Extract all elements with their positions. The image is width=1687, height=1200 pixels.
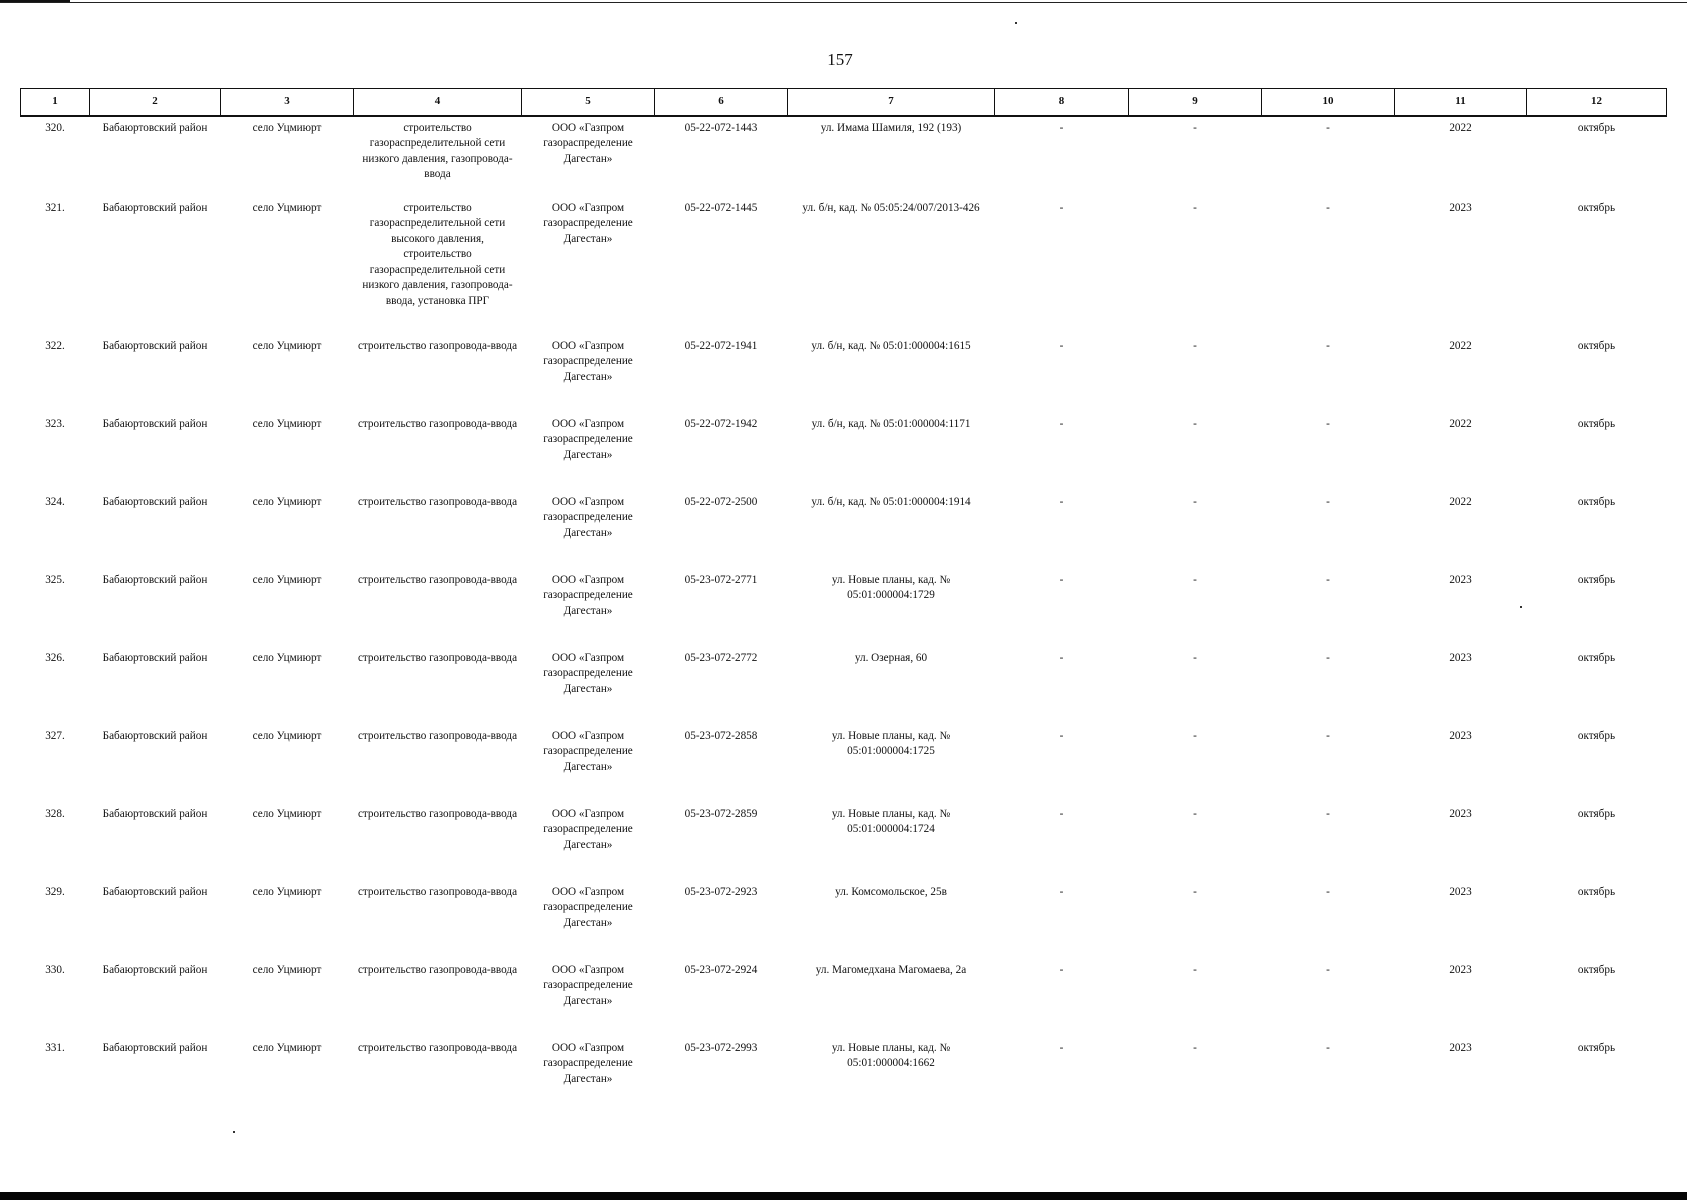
col8-cell: - xyxy=(1059,122,1064,134)
work-description-cell: строительство газопровода-ввода xyxy=(357,886,518,898)
col9-cell: - xyxy=(1193,496,1197,508)
settlement-cell: село Уцмиюрт xyxy=(252,1042,322,1054)
application-code-cell: 05-23-072-2772 xyxy=(684,652,758,664)
work-description-cell: строительство газопровода-ввода xyxy=(357,1042,518,1054)
settlement-cell: село Уцмиюрт xyxy=(252,122,322,134)
col10-cell: - xyxy=(1326,886,1330,898)
column-header-8: 8 xyxy=(995,89,1129,117)
month-cell: октябрь xyxy=(1577,808,1616,820)
table-row xyxy=(21,803,1667,881)
organization-cell: ООО «Газпром газораспределение Дагестан» xyxy=(543,808,633,851)
header-row xyxy=(21,89,1667,117)
organization-cell: ООО «Газпром газораспределение Дагестан» xyxy=(543,886,633,929)
organization-cell: ООО «Газпром газораспределение Дагестан» xyxy=(543,730,633,773)
col10-cell: - xyxy=(1326,202,1330,214)
settlement-cell: село Уцмиюрт xyxy=(252,340,322,352)
table-row xyxy=(21,569,1667,647)
column-header-4: 4 xyxy=(354,89,522,117)
table-row xyxy=(21,959,1667,1037)
row-number: 325. xyxy=(45,574,65,586)
year-cell: 2023 xyxy=(1449,1042,1472,1054)
district-cell: Бабаюртовский район xyxy=(102,1042,208,1054)
application-code-cell: 05-22-072-2500 xyxy=(684,496,758,508)
organization-cell: ООО «Газпром газораспределение Дагестан» xyxy=(543,652,633,695)
address-cell: ул. Новые планы, кад. № 05:01:000004:1662 xyxy=(831,1042,951,1070)
settlement-cell: село Уцмиюрт xyxy=(252,574,322,586)
col10-cell: - xyxy=(1326,122,1330,134)
col9-cell: - xyxy=(1193,652,1197,664)
row-number: 327. xyxy=(45,730,65,742)
year-cell: 2022 xyxy=(1449,122,1472,134)
col9-cell: - xyxy=(1193,202,1197,214)
col8-cell: - xyxy=(1059,418,1064,430)
row-number: 328. xyxy=(45,808,65,820)
row-number: 322. xyxy=(45,340,65,352)
settlement-cell: село Уцмиюрт xyxy=(252,652,322,664)
column-header-2: 2 xyxy=(90,89,221,117)
table-row xyxy=(21,413,1667,491)
district-cell: Бабаюртовский район xyxy=(102,730,208,742)
col10-cell: - xyxy=(1326,1042,1330,1054)
col8-cell: - xyxy=(1059,1042,1064,1054)
work-description-cell: строительство газопровода-ввода xyxy=(357,730,518,742)
work-description-cell: строительство газораспределительной сети высокого давления, строительство газораспределительной сети низкого давления, газопровода-ввода, установка ПРГ xyxy=(362,202,513,307)
row-number: 329. xyxy=(45,886,65,898)
address-cell: ул. б/н, кад. № 05:01:000004:1171 xyxy=(811,418,971,430)
col10-cell: - xyxy=(1326,730,1330,742)
settlement-cell: село Уцмиюрт xyxy=(252,886,322,898)
col10-cell: - xyxy=(1326,340,1330,352)
col9-cell: - xyxy=(1193,418,1197,430)
col9-cell: - xyxy=(1193,574,1197,586)
address-cell: ул. Новые планы, кад. № 05:01:000004:1725 xyxy=(831,730,951,758)
district-cell: Бабаюртовский район xyxy=(102,574,208,586)
application-code-cell: 05-22-072-1445 xyxy=(684,202,758,214)
address-cell: ул. Магомедхана Магомаева, 2а xyxy=(815,964,967,976)
year-cell: 2023 xyxy=(1449,202,1472,214)
month-cell: октябрь xyxy=(1577,202,1616,214)
address-cell: ул. Имама Шамиля, 192 (193) xyxy=(820,122,962,134)
year-cell: 2023 xyxy=(1449,964,1472,976)
col9-cell: - xyxy=(1193,122,1197,134)
col9-cell: - xyxy=(1193,964,1197,976)
column-header-9: 9 xyxy=(1129,89,1262,117)
district-cell: Бабаюртовский район xyxy=(102,340,208,352)
district-cell: Бабаюртовский район xyxy=(102,808,208,820)
district-cell: Бабаюртовский район xyxy=(102,886,208,898)
month-cell: октябрь xyxy=(1577,496,1616,508)
col9-cell: - xyxy=(1193,730,1197,742)
col8-cell: - xyxy=(1059,574,1064,586)
table-row xyxy=(21,335,1667,413)
year-cell: 2023 xyxy=(1449,808,1472,820)
application-code-cell: 05-23-072-2859 xyxy=(684,808,758,820)
scan-speck xyxy=(233,1131,235,1133)
year-cell: 2023 xyxy=(1449,652,1472,664)
register-table xyxy=(20,88,1667,1115)
settlement-cell: село Уцмиюрт xyxy=(252,202,322,214)
application-code-cell: 05-22-072-1942 xyxy=(684,418,758,430)
settlement-cell: село Уцмиюрт xyxy=(252,964,322,976)
application-code-cell: 05-23-072-2771 xyxy=(684,574,758,586)
table-row xyxy=(21,116,1667,197)
month-cell: октябрь xyxy=(1577,964,1616,976)
table-row xyxy=(21,647,1667,725)
col10-cell: - xyxy=(1326,652,1330,664)
col10-cell: - xyxy=(1326,964,1330,976)
col8-cell: - xyxy=(1059,496,1064,508)
work-description-cell: строительство газопровода-ввода xyxy=(357,574,518,586)
settlement-cell: село Уцмиюрт xyxy=(252,418,322,430)
work-description-cell: строительство газопровода-ввода xyxy=(357,340,518,352)
year-cell: 2023 xyxy=(1449,574,1472,586)
col10-cell: - xyxy=(1326,808,1330,820)
organization-cell: ООО «Газпром газораспределение Дагестан» xyxy=(543,574,633,617)
month-cell: октябрь xyxy=(1577,730,1616,742)
col9-cell: - xyxy=(1193,340,1197,352)
district-cell: Бабаюртовский район xyxy=(102,202,208,214)
year-cell: 2022 xyxy=(1449,340,1472,352)
work-description-cell: строительство газопровода-ввода xyxy=(357,964,518,976)
address-cell: ул. б/н, кад. № 05:05:24/007/2013-426 xyxy=(802,202,980,214)
col8-cell: - xyxy=(1059,886,1064,898)
address-cell: ул. Новые планы, кад. № 05:01:000004:1729 xyxy=(831,574,951,602)
address-cell: ул. б/н, кад. № 05:01:000004:1615 xyxy=(811,340,971,352)
table-header xyxy=(21,89,1667,117)
year-cell: 2023 xyxy=(1449,886,1472,898)
month-cell: октябрь xyxy=(1577,652,1616,664)
organization-cell: ООО «Газпром газораспределение Дагестан» xyxy=(543,418,633,461)
row-number: 326. xyxy=(45,652,65,664)
application-code-cell: 05-23-072-2923 xyxy=(684,886,758,898)
column-header-11: 11 xyxy=(1395,89,1527,117)
col8-cell: - xyxy=(1059,202,1064,214)
district-cell: Бабаюртовский район xyxy=(102,496,208,508)
col10-cell: - xyxy=(1326,496,1330,508)
work-description-cell: строительство газопровода-ввода xyxy=(357,808,518,820)
organization-cell: ООО «Газпром газораспределение Дагестан» xyxy=(543,964,633,1007)
settlement-cell: село Уцмиюрт xyxy=(252,808,322,820)
application-code-cell: 05-23-072-2993 xyxy=(684,1042,758,1054)
organization-cell: ООО «Газпром газораспределение Дагестан» xyxy=(543,340,633,383)
row-number: 330. xyxy=(45,964,65,976)
table-row xyxy=(21,491,1667,569)
col8-cell: - xyxy=(1059,808,1064,820)
col9-cell: - xyxy=(1193,808,1197,820)
page-number: 157 xyxy=(827,50,853,69)
scan-speck xyxy=(1015,22,1017,24)
column-header-1: 1 xyxy=(21,89,90,117)
table-body xyxy=(21,116,1667,1115)
address-cell: ул. б/н, кад. № 05:01:000004:1914 xyxy=(811,496,971,508)
application-code-cell: 05-22-072-1443 xyxy=(684,122,758,134)
district-cell: Бабаюртовский район xyxy=(102,964,208,976)
settlement-cell: село Уцмиюрт xyxy=(252,730,322,742)
column-header-7: 7 xyxy=(788,89,995,117)
application-code-cell: 05-22-072-1941 xyxy=(684,340,758,352)
table-row xyxy=(21,197,1667,335)
scan-bottom-edge xyxy=(0,1192,1687,1200)
col8-cell: - xyxy=(1059,964,1064,976)
row-number: 323. xyxy=(45,418,65,430)
application-code-cell: 05-23-072-2924 xyxy=(684,964,758,976)
organization-cell: ООО «Газпром газораспределение Дагестан» xyxy=(543,122,633,165)
col9-cell: - xyxy=(1193,1042,1197,1054)
district-cell: Бабаюртовский район xyxy=(102,652,208,664)
scan-top-edge xyxy=(0,2,1687,3)
district-cell: Бабаюртовский район xyxy=(102,122,208,134)
column-header-6: 6 xyxy=(655,89,788,117)
work-description-cell: строительство газораспределительной сети низкого давления, газопровода-ввода xyxy=(362,122,513,181)
row-number: 321. xyxy=(45,202,65,214)
address-cell: ул. Комсомольское, 25в xyxy=(835,886,947,898)
col8-cell: - xyxy=(1059,652,1064,664)
col9-cell: - xyxy=(1193,886,1197,898)
address-cell: ул. Озерная, 60 xyxy=(854,652,928,664)
organization-cell: ООО «Газпром газораспределение Дагестан» xyxy=(543,202,633,245)
row-number: 320. xyxy=(45,122,65,134)
month-cell: октябрь xyxy=(1577,574,1616,586)
month-cell: октябрь xyxy=(1577,122,1616,134)
month-cell: октябрь xyxy=(1577,340,1616,352)
col10-cell: - xyxy=(1326,418,1330,430)
month-cell: октябрь xyxy=(1577,418,1616,430)
table-row xyxy=(21,725,1667,803)
year-cell: 2022 xyxy=(1449,418,1472,430)
column-header-12: 12 xyxy=(1527,89,1667,117)
work-description-cell: строительство газопровода-ввода xyxy=(357,496,518,508)
column-header-5: 5 xyxy=(522,89,655,117)
month-cell: октябрь xyxy=(1577,886,1616,898)
year-cell: 2023 xyxy=(1449,730,1472,742)
row-number: 331. xyxy=(45,1042,65,1054)
application-code-cell: 05-23-072-2858 xyxy=(684,730,758,742)
work-description-cell: строительство газопровода-ввода xyxy=(357,418,518,430)
col8-cell: - xyxy=(1059,730,1064,742)
column-header-10: 10 xyxy=(1262,89,1395,117)
year-cell: 2022 xyxy=(1449,496,1472,508)
address-cell: ул. Новые планы, кад. № 05:01:000004:1724 xyxy=(831,808,951,836)
organization-cell: ООО «Газпром газораспределение Дагестан» xyxy=(543,496,633,539)
table-row xyxy=(21,1037,1667,1115)
work-description-cell: строительство газопровода-ввода xyxy=(357,652,518,664)
col8-cell: - xyxy=(1059,340,1064,352)
settlement-cell: село Уцмиюрт xyxy=(252,496,322,508)
district-cell: Бабаюртовский район xyxy=(102,418,208,430)
organization-cell: ООО «Газпром газораспределение Дагестан» xyxy=(543,1042,633,1085)
col10-cell: - xyxy=(1326,574,1330,586)
column-header-3: 3 xyxy=(221,89,354,117)
row-number: 324. xyxy=(45,496,65,508)
table-row xyxy=(21,881,1667,959)
month-cell: октябрь xyxy=(1577,1042,1616,1054)
